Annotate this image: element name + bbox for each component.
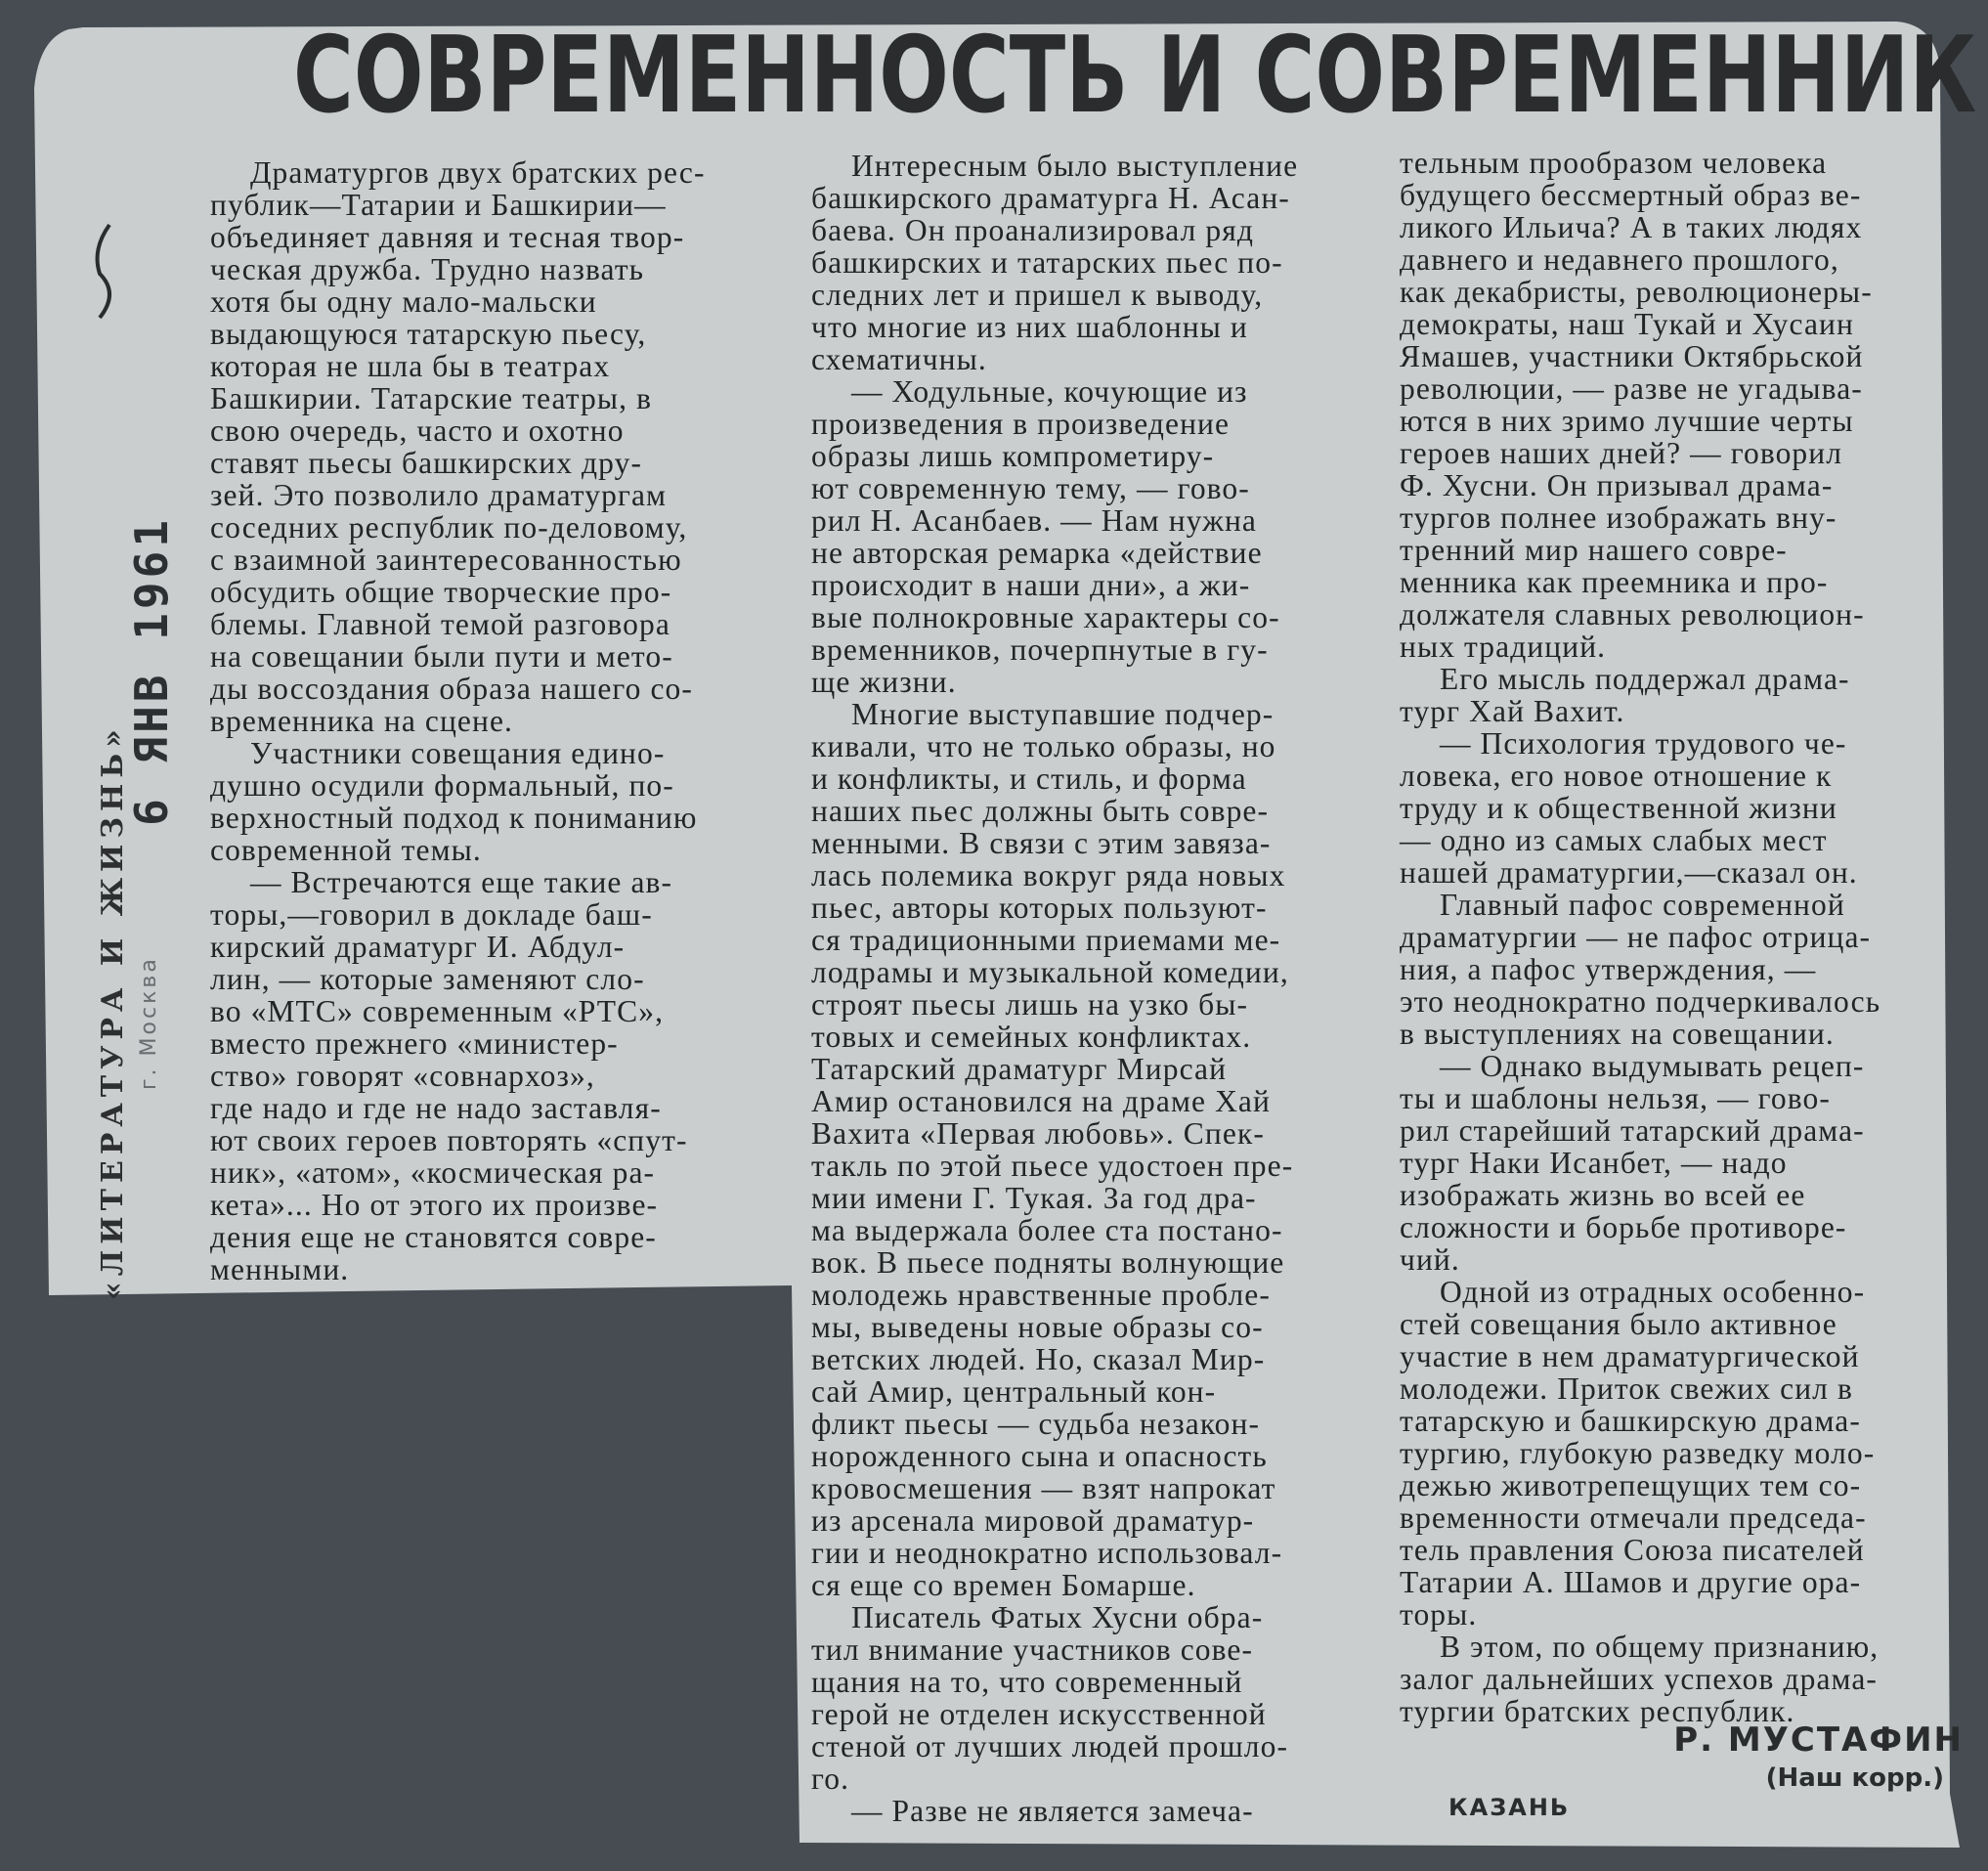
city-stamp: г. Москва — [137, 956, 161, 1090]
paragraph: — Однако выдумывать рецеп- ты и шаблоны нельзя, — гово- рил старейший татарский драма- тург Наки Исанбет, — надо изображать жизнь во всей ее сложности и борьбе противоре- чий. — [1400, 1049, 1865, 1277]
paragraph: — Встречаются еще такие ав- торы,—говорил в докладе баш- кирский драматург И. Абдул- лин, — которые заменяют сло- во «МТС» современным «РТС», вместо прежнего «министер- ство» говорят «совнархоз», где надо и где не надо заставля- ют своих героев повторять «спут- ник», «атом», «космическая ра- кета»... Но от этого их произве- дения еще не становятся совре- менными. — [210, 865, 688, 1286]
paragraph: Участники совещания едино- душно осудили формальный, по- верхностный подход к пониманию современной темы. — [210, 736, 698, 867]
author-role: (Наш корр.) — [1765, 1763, 1944, 1793]
paragraph: В этом, по общему признанию, залог дальнейших успехов драма- тургии братских республик. — [1400, 1630, 1880, 1728]
paragraph: тельным прообразом человека будущего бессмертный образ ве- ликого Ильича? А в таких людях давнего и недавнего прошлого, как декабристы, революционеры- демократы, наш Тукай и Хусаин Ямашев, участники Октябрьской революции, — разве не угадыва- ются в них зримо лучшие черты героев наших дней? — говорил Ф. Хусни. Он призывал драма- тургов полнее изображать вну- тренний мир нашего совре- менника как преемника и про- должателя славных революцион- ных традиций. — [1400, 146, 1873, 664]
paragraph: — Ходульные, кочующие из произведения в произведение образы лишь компрометиру- ют современную тему, — гово- рил Н. Асанбаев. — Нам нужна не авторская ремарка «действие происходит в наши дни», а жи- вые полнокровные характеры со- временников, почерпнутые в гу- ще жизни. — [811, 374, 1280, 699]
byline — [1475, 1720, 1964, 1793]
dateline-city: КАЗАНЬ — [1448, 1794, 1571, 1821]
paragraph: Драматургов двух братских рес- публик—Татарии и Башкирии— объединяет давняя и тесная твор- ческая дружба. Трудно назвать хотя бы одну мало-мальски выдающуюся татарскую пьесу, которая не шла бы в театрах Башкирии. Татарские театры, в свою очередь, часто и охотно ставят пьесы башкирских дру- зей. Это позволило драматургам соседних республик по-деловому, с взаимной заинтересованностью обсудить общие творческие про- блемы. Главной темой разговора на совещании были пути и мето- ды воссоздания образа нашего со- временника на сцене. — [210, 155, 706, 738]
handwritten-mark — [80, 220, 129, 327]
source-publication-stamp: «ЛИТЕРАТУРА И ЖИЗНЬ» — [96, 723, 130, 1300]
article-column-1 — [210, 156, 767, 1285]
paragraph: Одной из отрадных особенно- стей совещания было активное участие в нем драматургической молодежи. Приток свежих сил в татарскую и башкирскую драма- тургию, глубокую разведку моло- дежью животрепещущих тем со- временности отмечали председа- тель правления Союза писателей Татарии А. Шамов и другие ора- торы. — [1400, 1275, 1876, 1632]
paragraph: — Психология трудового че- ловека, его новое отношение к труду и к общественной жизни — одно из самых слабых мест нашей драматургии,—сказал он. — [1400, 726, 1858, 890]
article-headline: СОВРЕМЕННОСТЬ И СОВРЕМЕННИК — [293, 15, 1977, 137]
paragraph: Его мысль поддержал драма- тург Хай Вахит. — [1400, 662, 1850, 728]
paragraph: Интересным было выступление башкирского драматурга Н. Асан- баева. Он проанализировал ряд башкирских и татарских пьес по- следних лет и пришел к выводу, что многие из них шаблонны и схематичны. — [811, 149, 1299, 376]
article-column-3 — [1400, 147, 1959, 1727]
author-name: Р. МУСТАФИН — [1673, 1720, 1964, 1760]
paragraph: — Разве не является замеча- — [850, 1794, 1254, 1828]
date-stamp: 6 ЯНВ 1961 — [125, 516, 178, 826]
article-column-2 — [811, 150, 1359, 1827]
paragraph: Главный пафос современной драматургии — не пафос отрица- ния, а пафос утверждения, — это неоднократно подчеркивалось в выступлениях на совещании. — [1400, 888, 1881, 1051]
paragraph: Многие выступавшие подчер- кивали, что не только образы, но и конфликты, и стиль, и форма наших пьес должны быть совре- менными. В связи с этим завяза- лась полемика вокруг ряда новых пьес, авторы которых пользуют- ся традиционными приемами ме- лодрамы и музыкальной комедии, строят пьесы лишь на узко бы- товых и семейных конфликтах. Татарский драматург Мирсай Амир остановился на драме Хай Вахита «Первая любовь». Спек- такль по этой пьесе удостоен пре- мии имени Г. Тукая. За год дра- ма выдержала более ста постано- вок. В пьесе подняты волнующие молодежь нравственные пробле- мы, выведены новые образы со- ветских людей. Но, сказал Мир- сай Амир, центральный кон- фликт пьесы — судьба незакон- норожденного сына и опасность кровосмешения — взят напрокат из арсенала мировой драматур- гии и неоднократно использовал- ся еще со времен Бомарше. — [811, 697, 1294, 1602]
paragraph: Писатель Фатых Хусни обра- тил внимание участников сове- щания на то, что современный герой не отделен искусственной стеной от лучших людей прошло- го. — [811, 1600, 1289, 1796]
